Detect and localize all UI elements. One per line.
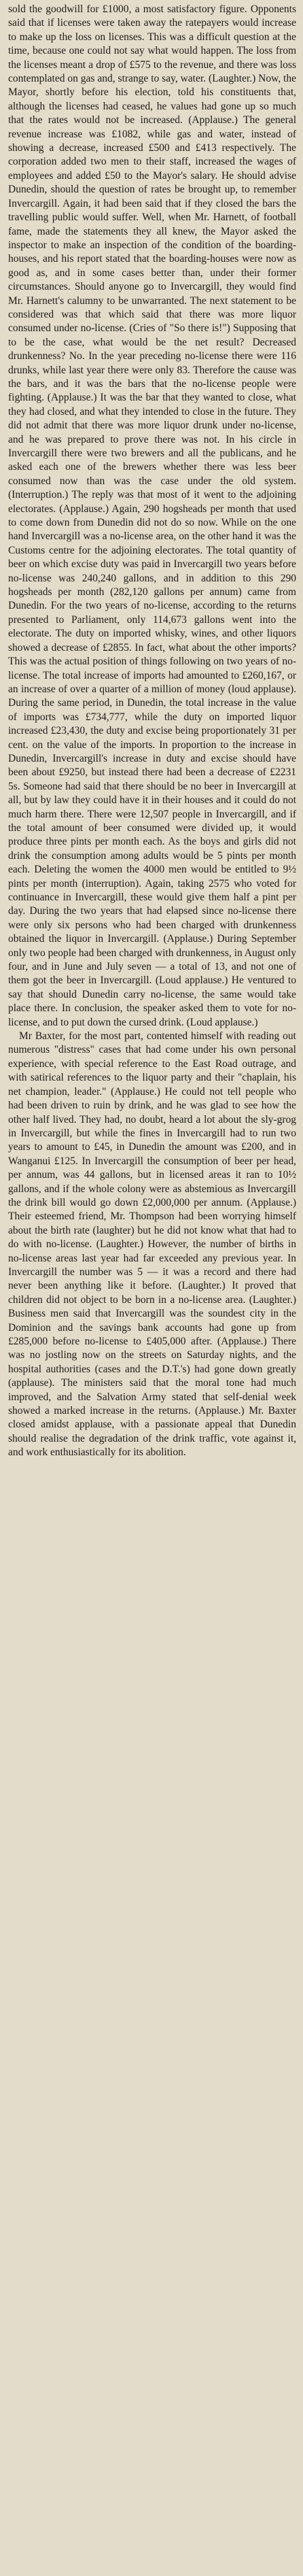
article-paragraph-1: sold the goodwill for £1000, a most satisfactory figure. Opponents said that if licenses were taken away the ratepayers would increase to make up the loss on licenses. This was a difficult question at the time, because one could not say what would happen. The loss from the licenses meant a drop of £575 to the revenue, and there was loss contemplated on gas and, strange to say, water. (Laughter.) Now, the Mayor, shortly before his election, told his constituents that, although the licenses had ceased, he values had gone up so much that the rates would not be increased. (Applause.) The general revenue increase was £1082, while gas and water, instead of showing a decrease, increased £500 and £413 respectively. The corporation added two men to their staff, increased the wages of employees and added £50 to the Mayor's salary. He should advise Dunedin, should the question of rates be brought up, to remember Invercargill. Again, it had been said that if they closed the bars the travelling public would suffer. Well, when Mr. Harnett, of football fame, made the statements they all knew, the Mayor asked the inspector to make an inspection of the condition of the boarding-houses, and his report stated that the boarding-houses were now as good as, and in some cases better than, under their former circumstances. Should anyone go to Invercargill, they would find Mr. Harnett's calumny to be unwarranted. The next statement to be considered was that which said that there was more liquor consumed under no-license. (Cries of "So there is!") Supposing that to be the case, what would be the net result? Decreased drunkenness? No. In the year preceding no-license there were 116 drunks, while last year there were only 83. Therefore the cause was the bars, and it was the bars that the no-license people were fighting. (Applause.) It was the bar that they wanted to close, what they had closed, and what they intended to close in the future. They did not admit that there was more liquor drunk under no-license, and he was prepared to prove there was not. In his circle in Invercargill there were two brewers and all the publicans, and he asked each one of the brewers whether there was less beer consumed now than was the case under the old system. (Interruption.) The reply was that most of it went to the adjoining electorates. (Applause.) Again, 290 hogsheads per month that used to come down from Dunedin did not do so now. While on the one hand Invercargill was a no-license area, on the other hand it was the Customs centre for the adjoining electorates. The total quantity of beer on which excise duty was paid in Invercargill two years before no-license was 240,240 gallons, and in addition to this 290 hogsheads per month (282,120 gallons per annum) came from Dunedin. For the two years of no-license, according to the returns presented to Parliament, only 114,673 gallons went into the electorate. The duty on imported whisky, wines, and other liquors showed a decrease of £2855. In fact, what about the other imports? This was the actual position of things following on two years of no-license. The total increase of imports had amounted to £260,167, or an increase of over a quarter of a million of money (loud applause). During the same period, in Dunedin, the total increase in the value of imports was £734,777, while the duty on imported liquor increased £23,430, the duty and excise being proportionately 31 per cent. on the value of the imports. In proportion to the increase in Dunedin, Invercargill's increase in duty and excise should have been about £9250, but instead there had been a decrease of £2231 5s. Someone had said that there should be no beer in Invercargill at all, but by law they could have it in their houses and it could do not much harm there. There were 12,507 people in Invercargill, and if the total amount of beer consumed were divided up, it would produce three pints per month each. As the boys and girls did not drink the consumption among adults would be 5 pints per month each. Deleting the women the 4000 men would be entitled to 9½ pints per month (interruption). Again, taking 2575 who voted for continuance in Invercargill, these would give them half a pint per day. During the two years that had elapsed since no-license there were only six persons who had been charged with drunkenness obtained the liquor in Invercargill. (Applause.) During September only two people had been charged with drunkenness, in August only four, and in June and July seven — a total of 13, and not one of them got the beer in Invercargill. (Loud applause.) He ventured to say that should Dunedin carry no-license, the same would take place there. In conclusion, the speaker asked them to vote for no-license, and to put down the cursed drink. (Loud applause.) bbox=[8, 3, 296, 1028]
article-body bbox=[8, 3, 296, 1460]
article-paragraph-2: Mr Baxter, for the most part, contented himself with reading out numerous "distress" cases that had come under his own personal experience, with special reference to the East Road outrage, and with satirical references to the liquor party and their "chaplain, his net champion, leader." (Applause.) He could not tell people who had been driven to ruin by drink, and he was glad to see how the other half lived. They had, no doubt, heard a lot about the sly-grog in Invercargill, but while the fines in Invercargill had to run two years to amount to £45, in Dunedin the amount was £200, and in Wanganui £125. In Invercargill the consumption of beer per head, per annum, was 44 gallons, but in licensed areas it ran to 10½ gallons, and if the whole colony were as abstemious as Invercargill the drink bill would go down £2,000,000 per annum. (Applause.) Their esteemed friend, Mr. Thompson had been worrying himself about the birth rate (laughter) but he did not know what that had to do with no-license. (Laughter.) However, the number of births in no-license areas last year had far exceeded any previous year. In Invercargill the number was 5 — it was a record and there had never been anything like it before. (Laughter.) It proved that children did not object to be born in a no-license area. (Laughter.) Business men said that Invercargill was the soundest city in the Dominion and the savings bank accounts had gone up from £285,000 before no-license to £405,000 after. (Applause.) There was no jostling now on the streets on Saturday nights, and the hospital authorities (cases and the D.T.'s) had gone down greatly (applause). The ministers said that the moral tone had much improved, and the Salvation Army stated that self-denial week showed a marked increase in the returns. (Applause.) Mr. Baxter closed amidst applause, with a passionate appeal that Dunedin should realise the degradation of the drink traffic, vote against it, and work enthusiastically for its abolition. bbox=[8, 1030, 296, 1459]
